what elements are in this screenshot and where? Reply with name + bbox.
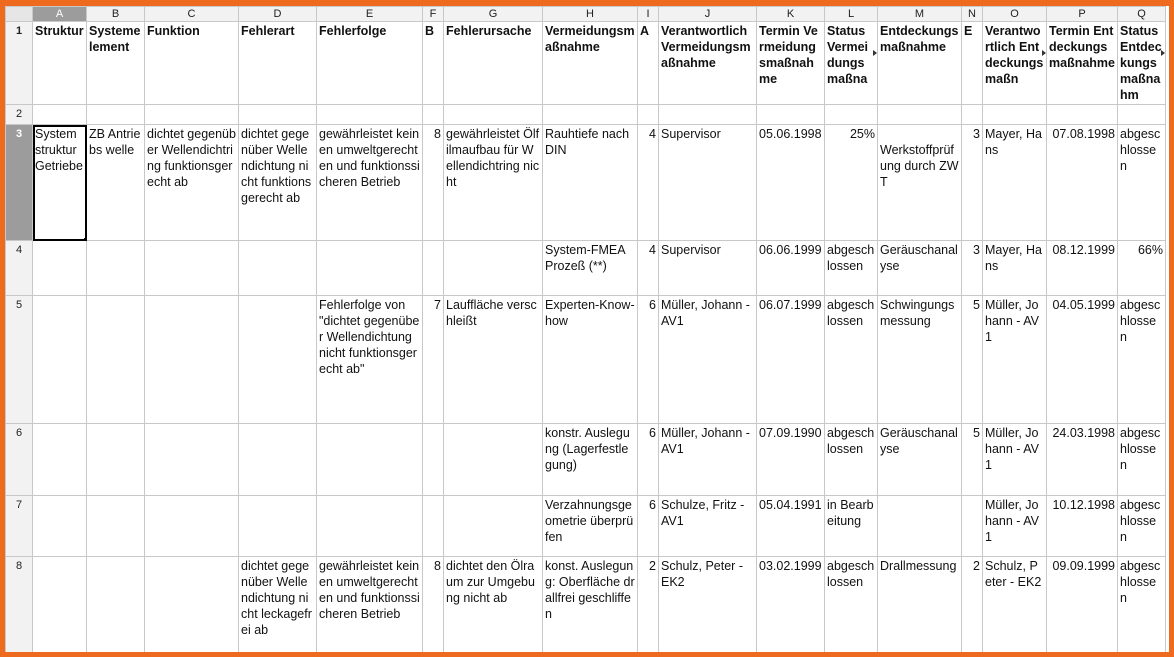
cell[interactable]: dichtet den Ölraum zur Umgebung nicht ab <box>444 557 543 653</box>
cell[interactable]: 3 <box>962 125 983 241</box>
cell[interactable] <box>87 296 145 424</box>
cell[interactable] <box>239 496 317 557</box>
cell[interactable] <box>317 496 423 557</box>
cell[interactable]: Fehlerfolge von "dichtet gegenüber Wellendichtung nicht funktionsgerecht ab" <box>317 296 423 424</box>
cell[interactable]: Verantwortlich Entdeckungsmaßn <box>983 22 1047 105</box>
cell[interactable]: Drallmessung <box>878 557 962 653</box>
cell[interactable] <box>962 496 983 557</box>
cell[interactable]: 06.06.1999 <box>757 241 825 296</box>
table-row <box>6 496 1166 557</box>
cell[interactable] <box>444 496 543 557</box>
cell[interactable]: 05.04.1991 <box>757 496 825 557</box>
column-header-l[interactable]: L <box>825 7 878 22</box>
cell[interactable]: 07.08.1998 <box>1047 125 1118 241</box>
cell[interactable]: in Bearbeitung <box>825 496 878 557</box>
cell[interactable]: abgeschlossen <box>825 241 878 296</box>
cell[interactable]: 6 <box>638 496 659 557</box>
cell[interactable] <box>423 241 444 296</box>
cell[interactable]: abgeschlossen <box>1118 557 1166 653</box>
table-row <box>6 105 1166 125</box>
cell[interactable] <box>145 557 239 653</box>
cell[interactable]: ZB Antriebs welle <box>87 125 145 241</box>
column-header-row <box>6 7 1166 22</box>
cell[interactable] <box>317 424 423 496</box>
row-header[interactable]: 5 <box>6 296 33 424</box>
cell[interactable] <box>239 241 317 296</box>
cell[interactable] <box>423 424 444 496</box>
cell[interactable] <box>145 424 239 496</box>
cell[interactable]: Experten-Know-how <box>543 296 638 424</box>
cell[interactable] <box>962 105 983 125</box>
cell[interactable]: 05.06.1998 <box>757 125 825 241</box>
column-header-a[interactable]: A <box>33 7 87 22</box>
column-header-q[interactable]: Q <box>1118 7 1166 22</box>
cell[interactable]: Vermeidungsmaßnahme <box>543 22 638 105</box>
row-header[interactable]: 3 <box>6 125 33 241</box>
cell[interactable]: Termin Entdeckungsmaßnahme <box>1047 22 1118 105</box>
cell[interactable]: 03.02.1999 <box>757 557 825 653</box>
cell[interactable] <box>33 296 87 424</box>
cell[interactable]: 08.12.1999 <box>1047 241 1118 296</box>
cell[interactable]: Status Entdeckungsmaßnahm <box>1118 22 1166 105</box>
cell[interactable]: 04.05.1999 <box>1047 296 1118 424</box>
column-header-c[interactable]: C <box>145 7 239 22</box>
cell[interactable]: abgeschlossen <box>825 424 878 496</box>
column-header-j[interactable]: J <box>659 7 757 22</box>
cell[interactable]: abgeschlossen <box>825 296 878 424</box>
cell[interactable]: System-FMEA Prozeß (**) <box>543 241 638 296</box>
table-row <box>6 22 1166 105</box>
cell[interactable] <box>87 557 145 653</box>
column-header-n[interactable]: N <box>962 7 983 22</box>
cell[interactable]: Werkstoffprüfung durch ZWT <box>878 125 962 241</box>
cell[interactable]: 5 <box>962 424 983 496</box>
cell[interactable]: 8 <box>423 557 444 653</box>
cell[interactable]: Fehlerart <box>239 22 317 105</box>
cell[interactable] <box>825 105 878 125</box>
cell[interactable] <box>145 241 239 296</box>
column-header-g[interactable]: G <box>444 7 543 22</box>
cell[interactable]: konst. Auslegung: Oberfläche drallfrei geschliffen <box>543 557 638 653</box>
table-row <box>6 424 1166 496</box>
cell[interactable]: 10.12.1998 <box>1047 496 1118 557</box>
cell[interactable]: Verantwortlich Vermeidungsmaßnahme <box>659 22 757 105</box>
row-header[interactable]: 2 <box>6 105 33 125</box>
cell[interactable]: Müller, Johann - AV1 <box>983 296 1047 424</box>
cell[interactable]: Müller, Johann - AV1 <box>659 296 757 424</box>
cell[interactable]: Schulze, Fritz - AV1 <box>659 496 757 557</box>
cell[interactable] <box>757 105 825 125</box>
cell[interactable]: abgeschlossen <box>1118 496 1166 557</box>
cell[interactable] <box>659 105 757 125</box>
cell[interactable]: Geräuschanalyse <box>878 424 962 496</box>
cell[interactable]: 09.09.1999 <box>1047 557 1118 653</box>
column-header-e[interactable]: E <box>317 7 423 22</box>
cell[interactable] <box>145 496 239 557</box>
cell[interactable]: Müller, Johann - AV1 <box>659 424 757 496</box>
cell[interactable]: 3 <box>962 241 983 296</box>
cell[interactable] <box>444 241 543 296</box>
table-row <box>6 241 1166 296</box>
active-cell[interactable]: System struktur Getriebe <box>33 125 87 241</box>
cell[interactable]: Systemelement <box>87 22 145 105</box>
column-header-h[interactable]: H <box>543 7 638 22</box>
cell[interactable]: 6 <box>638 296 659 424</box>
cell[interactable] <box>33 241 87 296</box>
table-row <box>6 557 1166 653</box>
cell[interactable]: Status Vermeidungsmaßna <box>825 22 878 105</box>
cell[interactable]: konstr. Auslegung (Lagerfestlegung) <box>543 424 638 496</box>
cell[interactable] <box>878 496 962 557</box>
cell[interactable]: Lauffläche verschleißt <box>444 296 543 424</box>
column-header-d[interactable]: D <box>239 7 317 22</box>
cell[interactable]: 4 <box>638 125 659 241</box>
cell[interactable] <box>423 105 444 125</box>
cell[interactable]: dichtet gegenüber Wellendichtung nicht funktionsgerecht ab <box>239 125 317 241</box>
cell[interactable] <box>87 424 145 496</box>
cell[interactable]: E <box>962 22 983 105</box>
cell[interactable]: Fehlerursache <box>444 22 543 105</box>
cell[interactable]: Müller, Johann - AV1 <box>983 424 1047 496</box>
select-all-corner[interactable] <box>6 7 33 22</box>
cell[interactable]: Mayer, Hans <box>983 241 1047 296</box>
cell[interactable] <box>1118 105 1166 125</box>
cell[interactable] <box>87 241 145 296</box>
cell[interactable]: Rauhtiefe nach DIN <box>543 125 638 241</box>
column-header-i[interactable]: I <box>638 7 659 22</box>
cell[interactable]: Supervisor <box>659 125 757 241</box>
cell[interactable] <box>145 296 239 424</box>
cell[interactable]: Entdeckungsmaßnahme <box>878 22 962 105</box>
cell[interactable]: Verzahnungsgeometrie überprüfen <box>543 496 638 557</box>
row-header[interactable]: 7 <box>6 496 33 557</box>
cell[interactable] <box>317 105 423 125</box>
cell[interactable] <box>444 105 543 125</box>
cell[interactable] <box>239 296 317 424</box>
cell[interactable]: 7 <box>423 296 444 424</box>
cell[interactable]: A <box>638 22 659 105</box>
cell[interactable]: 2 <box>638 557 659 653</box>
cell[interactable]: gewährleistet Ölfilmaufbau für Wellendichtring nicht <box>444 125 543 241</box>
cell[interactable]: Müller, Johann - AV1 <box>983 496 1047 557</box>
cell[interactable]: gewährleistet keinen umweltgerechten und funktionssicheren Betrieb <box>317 557 423 653</box>
cell[interactable]: B <box>423 22 444 105</box>
cell[interactable]: 4 <box>638 241 659 296</box>
cell[interactable] <box>444 424 543 496</box>
cell[interactable]: 5 <box>962 296 983 424</box>
cell[interactable]: Schulz, Peter - EK2 <box>983 557 1047 653</box>
cell[interactable] <box>239 105 317 125</box>
column-header-p[interactable]: P <box>1047 7 1118 22</box>
cell[interactable]: Mayer, Hans <box>983 125 1047 241</box>
cell[interactable]: Schwingungsmessung <box>878 296 962 424</box>
cell[interactable]: Struktur <box>33 22 87 105</box>
cell[interactable] <box>878 105 962 125</box>
cell[interactable] <box>638 105 659 125</box>
cell[interactable]: 2 <box>962 557 983 653</box>
cell[interactable]: Fehlerfolge <box>317 22 423 105</box>
column-header-b[interactable]: B <box>87 7 145 22</box>
cell[interactable]: dichtet gegenüber Wellendichtung nicht leckagefrei ab <box>239 557 317 653</box>
cell[interactable] <box>87 496 145 557</box>
column-header-m[interactable]: M <box>878 7 962 22</box>
column-header-o[interactable]: O <box>983 7 1047 22</box>
cell[interactable]: 24.03.1998 <box>1047 424 1118 496</box>
cell[interactable] <box>1047 105 1118 125</box>
cell[interactable]: abgeschlossen <box>1118 125 1166 241</box>
column-header-k[interactable]: K <box>757 7 825 22</box>
cell[interactable] <box>423 496 444 557</box>
cell[interactable]: 8 <box>423 125 444 241</box>
row-header[interactable]: 1 <box>6 22 33 105</box>
row-header[interactable]: 8 <box>6 557 33 653</box>
cell[interactable]: abgeschlossen <box>825 557 878 653</box>
row-header[interactable]: 4 <box>6 241 33 296</box>
cell[interactable] <box>239 424 317 496</box>
cell[interactable]: 25% <box>825 125 878 241</box>
cell[interactable]: 07.09.1990 <box>757 424 825 496</box>
cell[interactable]: abgeschlossen <box>1118 296 1166 424</box>
cell[interactable]: 6 <box>638 424 659 496</box>
cell[interactable]: Termin Vermeidungsmaßnahme <box>757 22 825 105</box>
cell[interactable]: Funktion <box>145 22 239 105</box>
table-row <box>6 125 1166 241</box>
cell[interactable]: gewährleistet keinen umweltgerechten und funktionssicheren Betrieb <box>317 125 423 241</box>
cell[interactable]: Supervisor <box>659 241 757 296</box>
cell[interactable] <box>33 105 87 125</box>
cell[interactable] <box>33 496 87 557</box>
cell[interactable] <box>317 241 423 296</box>
cell[interactable]: 66% <box>1118 241 1166 296</box>
cell[interactable] <box>145 105 239 125</box>
cell[interactable]: abgeschlossen <box>1118 424 1166 496</box>
cell[interactable] <box>33 424 87 496</box>
row-header[interactable]: 6 <box>6 424 33 496</box>
cell[interactable]: Schulz, Peter - EK2 <box>659 557 757 653</box>
table-row <box>6 296 1166 424</box>
spreadsheet-grid <box>5 6 1166 652</box>
cell[interactable] <box>543 105 638 125</box>
column-header-f[interactable]: F <box>423 7 444 22</box>
cell[interactable] <box>33 557 87 653</box>
cell[interactable]: dichtet gegenüber Wellendichtring funktionsgerecht ab <box>145 125 239 241</box>
cell[interactable]: Geräuschanalyse <box>878 241 962 296</box>
cell[interactable] <box>983 105 1047 125</box>
cell[interactable]: 06.07.1999 <box>757 296 825 424</box>
cell[interactable] <box>87 105 145 125</box>
spreadsheet-frame <box>5 6 1169 652</box>
